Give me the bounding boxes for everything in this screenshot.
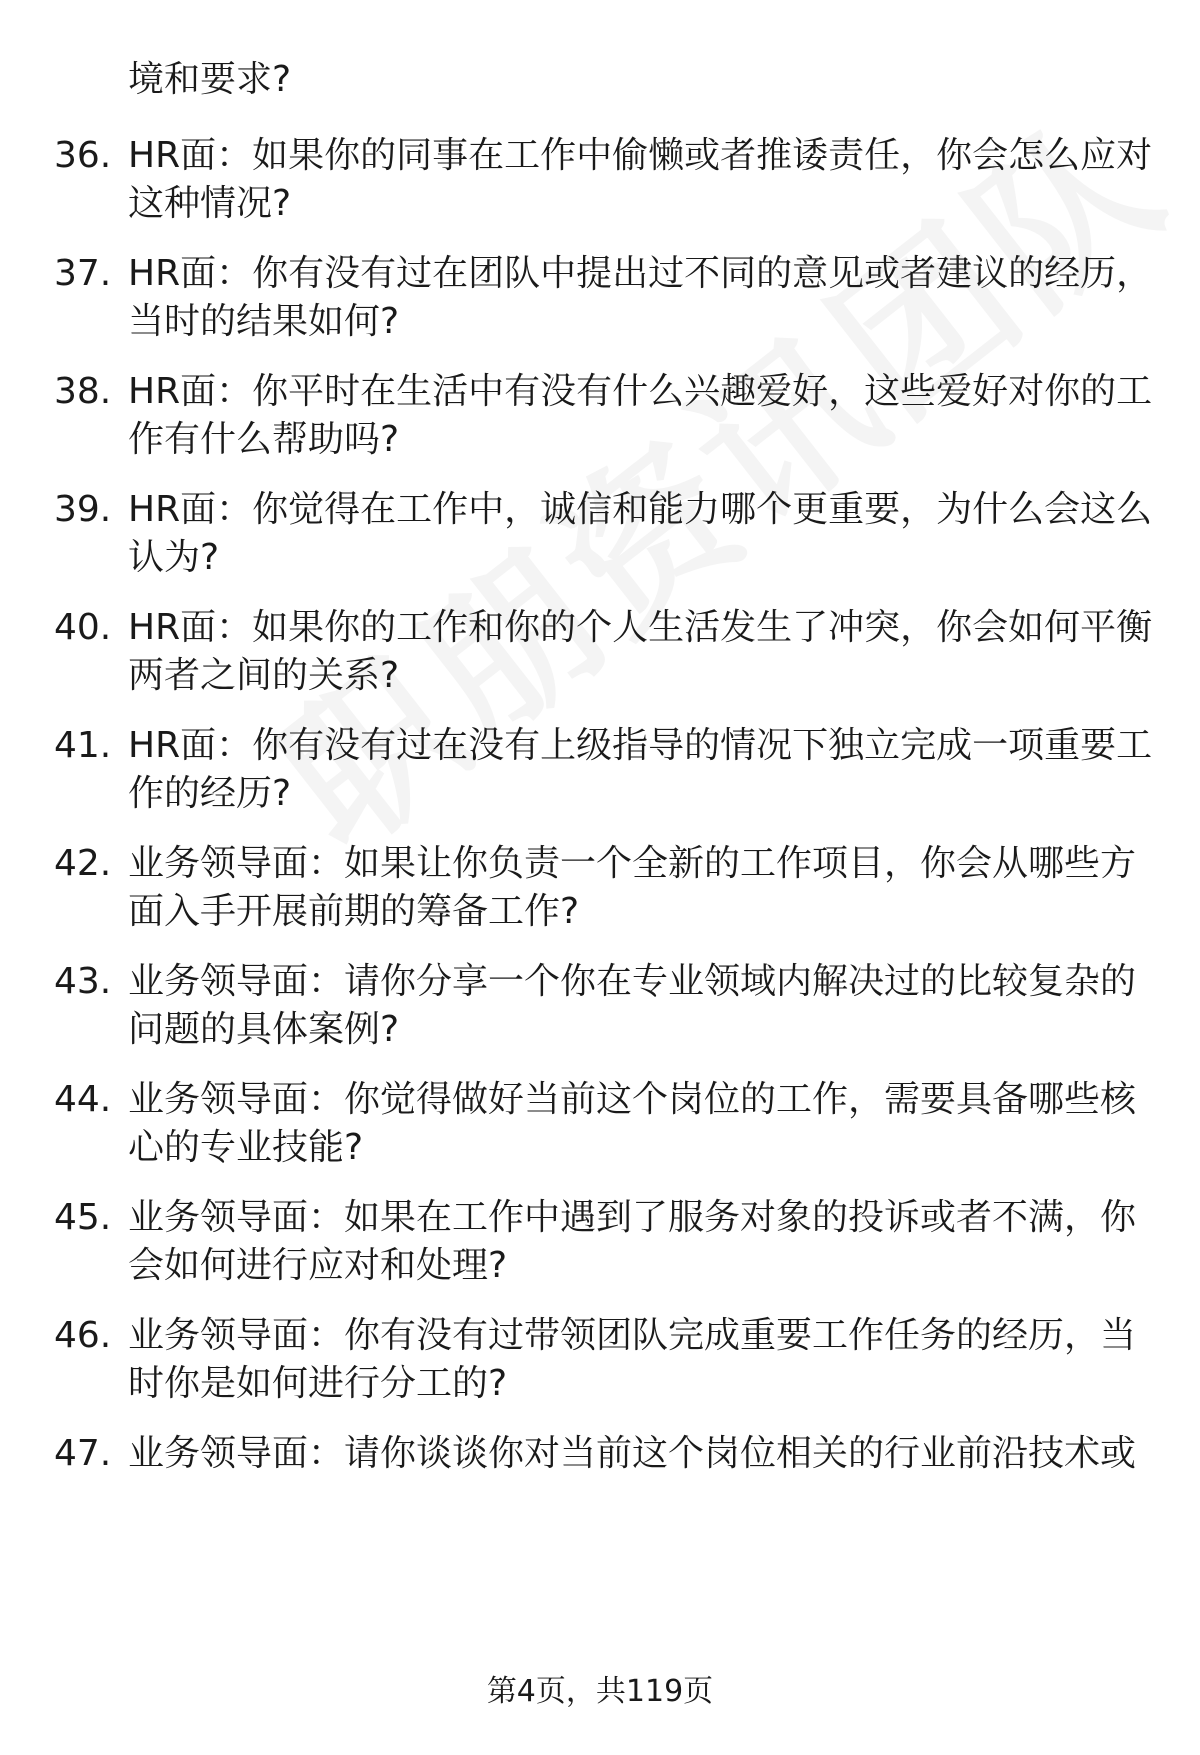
question-number: 38. xyxy=(54,371,112,412)
question-text xyxy=(128,250,1168,346)
list-item xyxy=(0,1312,1200,1408)
page-footer: 第4页，共119页 xyxy=(486,1674,714,1709)
question-line: HR面：你觉得在工作中，诚信和能力哪个更重要，为什么会这么 xyxy=(128,489,1153,530)
question-number: 44. xyxy=(54,1079,112,1120)
question-line: 业务领导面：如果让你负责一个全新的工作项目，你会从哪些方 xyxy=(128,843,1137,884)
question-line: 两者之间的关系? xyxy=(128,655,400,696)
list-item xyxy=(0,250,1200,346)
question-text xyxy=(128,368,1168,464)
question-text xyxy=(128,840,1168,936)
question-text xyxy=(128,1194,1168,1290)
question-line: 业务领导面：请你谈谈你对当前这个岗位相关的行业前沿技术或 xyxy=(128,1433,1137,1474)
question-text xyxy=(128,486,1168,582)
list-item xyxy=(0,1430,1200,1526)
question-line: HR面：如果你的同事在工作中偷懒或者推诿责任，你会怎么应对 xyxy=(128,135,1153,176)
question-text xyxy=(128,1430,1168,1478)
list-item xyxy=(0,486,1200,582)
question-text xyxy=(128,604,1168,700)
question-line: 问题的具体案例? xyxy=(128,1009,400,1050)
question-line: 当时的结果如何? xyxy=(128,301,400,342)
question-text xyxy=(128,722,1168,818)
question-line: 业务领导面：请你分享一个你在专业领域内解决过的比较复杂的 xyxy=(128,961,1137,1002)
question-line: HR面：你有没有过在没有上级指导的情况下独立完成一项重要工 xyxy=(128,725,1153,766)
question-line: 业务领导面：如果在工作中遇到了服务对象的投诉或者不满，你 xyxy=(128,1197,1137,1238)
continuation-line: 境和要求? xyxy=(128,59,292,100)
question-number: 40. xyxy=(54,607,112,648)
list-item xyxy=(0,958,1200,1054)
question-line: 这种情况? xyxy=(128,183,292,224)
list-item xyxy=(0,1076,1200,1172)
list-item xyxy=(0,132,1200,228)
question-text xyxy=(128,132,1168,228)
question-number: 39. xyxy=(54,489,112,530)
question-line: 业务领导面：你有没有过带领团队完成重要工作任务的经历，当 xyxy=(128,1315,1137,1356)
question-text xyxy=(128,958,1168,1054)
question-line: 认为? xyxy=(128,537,220,578)
question-line: 心的专业技能? xyxy=(128,1127,364,1168)
question-number: 42. xyxy=(54,843,112,884)
question-number: 45. xyxy=(54,1197,112,1238)
question-number: 41. xyxy=(54,725,112,766)
question-line: HR面：你有没有过在团队中提出过不同的意见或者建议的经历， xyxy=(128,253,1153,294)
question-text xyxy=(128,1312,1168,1408)
question-line: HR面：如果你的工作和你的个人生活发生了冲突，你会如何平衡 xyxy=(128,607,1153,648)
question-number: 47. xyxy=(54,1433,112,1474)
question-number: 43. xyxy=(54,961,112,1002)
list-item xyxy=(0,722,1200,818)
question-line: 面入手开展前期的筹备工作? xyxy=(128,891,580,932)
question-number: 36. xyxy=(54,135,112,176)
question-line: 时你是如何进行分工的? xyxy=(128,1363,508,1404)
question-number: 46. xyxy=(54,1315,112,1356)
question-line: 业务领导面：你觉得做好当前这个岗位的工作，需要具备哪些核 xyxy=(128,1079,1137,1120)
question-line: 作的经历? xyxy=(128,773,292,814)
question-line: HR面：你平时在生活中有没有什么兴趣爱好，这些爱好对你的工 xyxy=(128,371,1153,412)
list-item xyxy=(0,1194,1200,1290)
list-item xyxy=(0,604,1200,700)
list-item xyxy=(0,368,1200,464)
question-number: 37. xyxy=(54,253,112,294)
question-line: 会如何进行应对和处理? xyxy=(128,1245,508,1286)
question-line: 作有什么帮助吗? xyxy=(128,419,400,460)
question-text xyxy=(128,1076,1168,1172)
list-item xyxy=(0,840,1200,936)
